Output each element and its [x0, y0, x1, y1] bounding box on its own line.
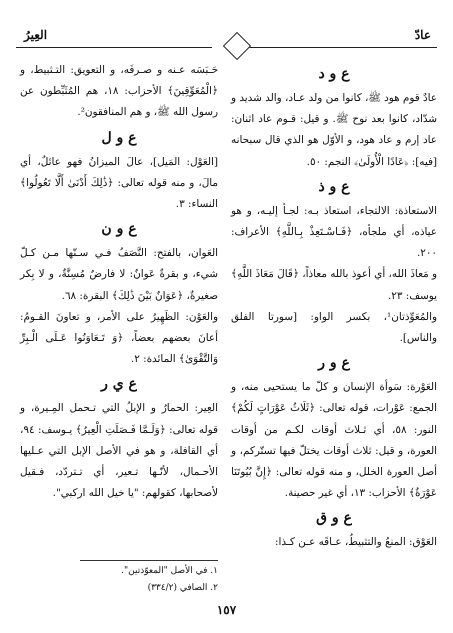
entry-heading: ع و ن — [101, 221, 137, 238]
entry-heading: ع و ر — [318, 355, 350, 372]
header-rule-right — [241, 47, 437, 48]
entry-paragraph: و مَعاذَ الله، أي أعوذ بالله معاذاً، ﴿قَالَ مَعَاذَ اللَّهِ﴾ يوسف: ٢٣. — [231, 268, 437, 302]
footnote: ١. في الأصل "المعوّذتين". — [121, 566, 218, 576]
entry-paragraph: العَوان، بالفتح: النَّصَفُ فـي سـنّها مـن كـلّ شيء، و بقرةٌ عَوانٌ: لا فارضٌ مُسِنَّةٌ، و لا بِكر صغيرةٌ، ﴿عَوَانٌ بَيْنَ ذَٰلِكَ﴾ البقرة: ٦٨. — [20, 247, 218, 302]
entry-paragraph: العِير: الحمارُ و الإبلُ التي تـحمل المِـيرة، و قوله تعالى: ﴿وَلَـمَّا فَـصَلَتِ الْعِيرُ﴾ يـوسف: ٩٤، أي القافلة، و هو في الأصل الإبل التي عـليها الأحـمال، لأنّـها تـعير، أي تـتردّد، فـقيل لأصحابها، كقولهم: "يا خيل الله اركبي". — [20, 402, 218, 500]
page-number: ١٥٧ — [216, 603, 237, 617]
left-column — [20, 60, 218, 600]
entry-paragraph: العَوْق: المنعُ والتثبيطُ، عـاقَه عـن كـذا: — [275, 536, 437, 549]
entry-paragraph: [العَوْل: المَيل]، عالَ الميزانُ فهو عائلٌ، أي مالَ، و منه قوله تعالى: ﴿ذَٰلِكَ أَدْنَىٰ أَلَّا تَعُولُوا﴾ النساء: ٣. — [20, 155, 218, 211]
entry-heading: ع و ل — [101, 129, 137, 146]
entry-paragraph: الاستعاذة: الالتجاء، استعاذ بـه: لجـأ إليـه، و هو عياذه، أي ملجأه، ﴿فَـاسْـتَعِذْ بِـاللَّهِ﴾ الأعراف: ٢٠٠. — [231, 204, 437, 260]
footnotes — [20, 563, 218, 597]
right-column — [231, 60, 437, 600]
header-rule-left — [16, 47, 212, 48]
entry-heading: ع و ذ — [318, 178, 350, 195]
entry-paragraph: حَـبَسَه عـنه و صـرفَه، و التعويق: التـثبيط، و ﴿الْمُعَوِّقِينَ﴾ الأحزاب: ١٨، هم المُثَبِّطون عن رسول الله ﷺ، و هم المنافقون². — [20, 64, 219, 119]
entry-paragraph: العَوْرة: سَوأة الإنسان و كلّ ما يستحيى منه، و الجمع: عَوْرات، قوله تعالى: ﴿ثَلَاثُ عَوْرَاتٍ لَكُمْ﴾ النور: ٥٨، أي ثـلاث أوقات لكـم من أوقات العورة، و قيل: ثلاث أوقات يختلّ فيها تستّركم، و أصل العورة الخلل، و منه قوله تعالى: ﴿إِنَّ بُيُوتَنَا عَوْرَةٌ﴾ الأحزاب: ١٣، أي غير حصينة. — [231, 381, 437, 500]
header-left-word: العِيرُ — [24, 28, 48, 42]
entry-heading: ع و ق — [316, 510, 352, 527]
footnote-separator — [80, 560, 218, 561]
entry-paragraph: والعَوْن: الظَهِيرُ على الأمر، و تعاونَ القـومُ: أعانَ بعضهم بعضاً، ﴿وَ تَـعَاوَنُوا عَـلَى الْـبِرِّ وَالتَّقْوَىٰ﴾ المائدة: ٢. — [20, 310, 218, 366]
footnote: ٢. الصافي (٣٣٤/٢) — [147, 583, 218, 593]
entry-heading: ع و د — [318, 66, 350, 82]
header-diamond-ornament — [223, 32, 251, 60]
entry-paragraph: والمُعَوِّذتان¹، بكسر الواو: [سورتا الفلق والناس]. — [231, 310, 437, 345]
entry-paragraph: عادٌ قوم هود ﷺ، كانوا من ولد عـاد، والد شديد و شدّاد، كانوا بعد نوح ﷺ. و قيل: قـوم عاد اثنان: عاد إرم و عاد هود، و الأوّل هو الذي قال سبحانه [فيه]: ﴿عَادًا الْأُولَىٰ﴾ النجم: ٥٠. — [231, 92, 437, 168]
entry-heading: ع ي ر — [101, 376, 137, 393]
page-header — [16, 26, 437, 50]
header-right-word: عادّ — [414, 28, 431, 42]
